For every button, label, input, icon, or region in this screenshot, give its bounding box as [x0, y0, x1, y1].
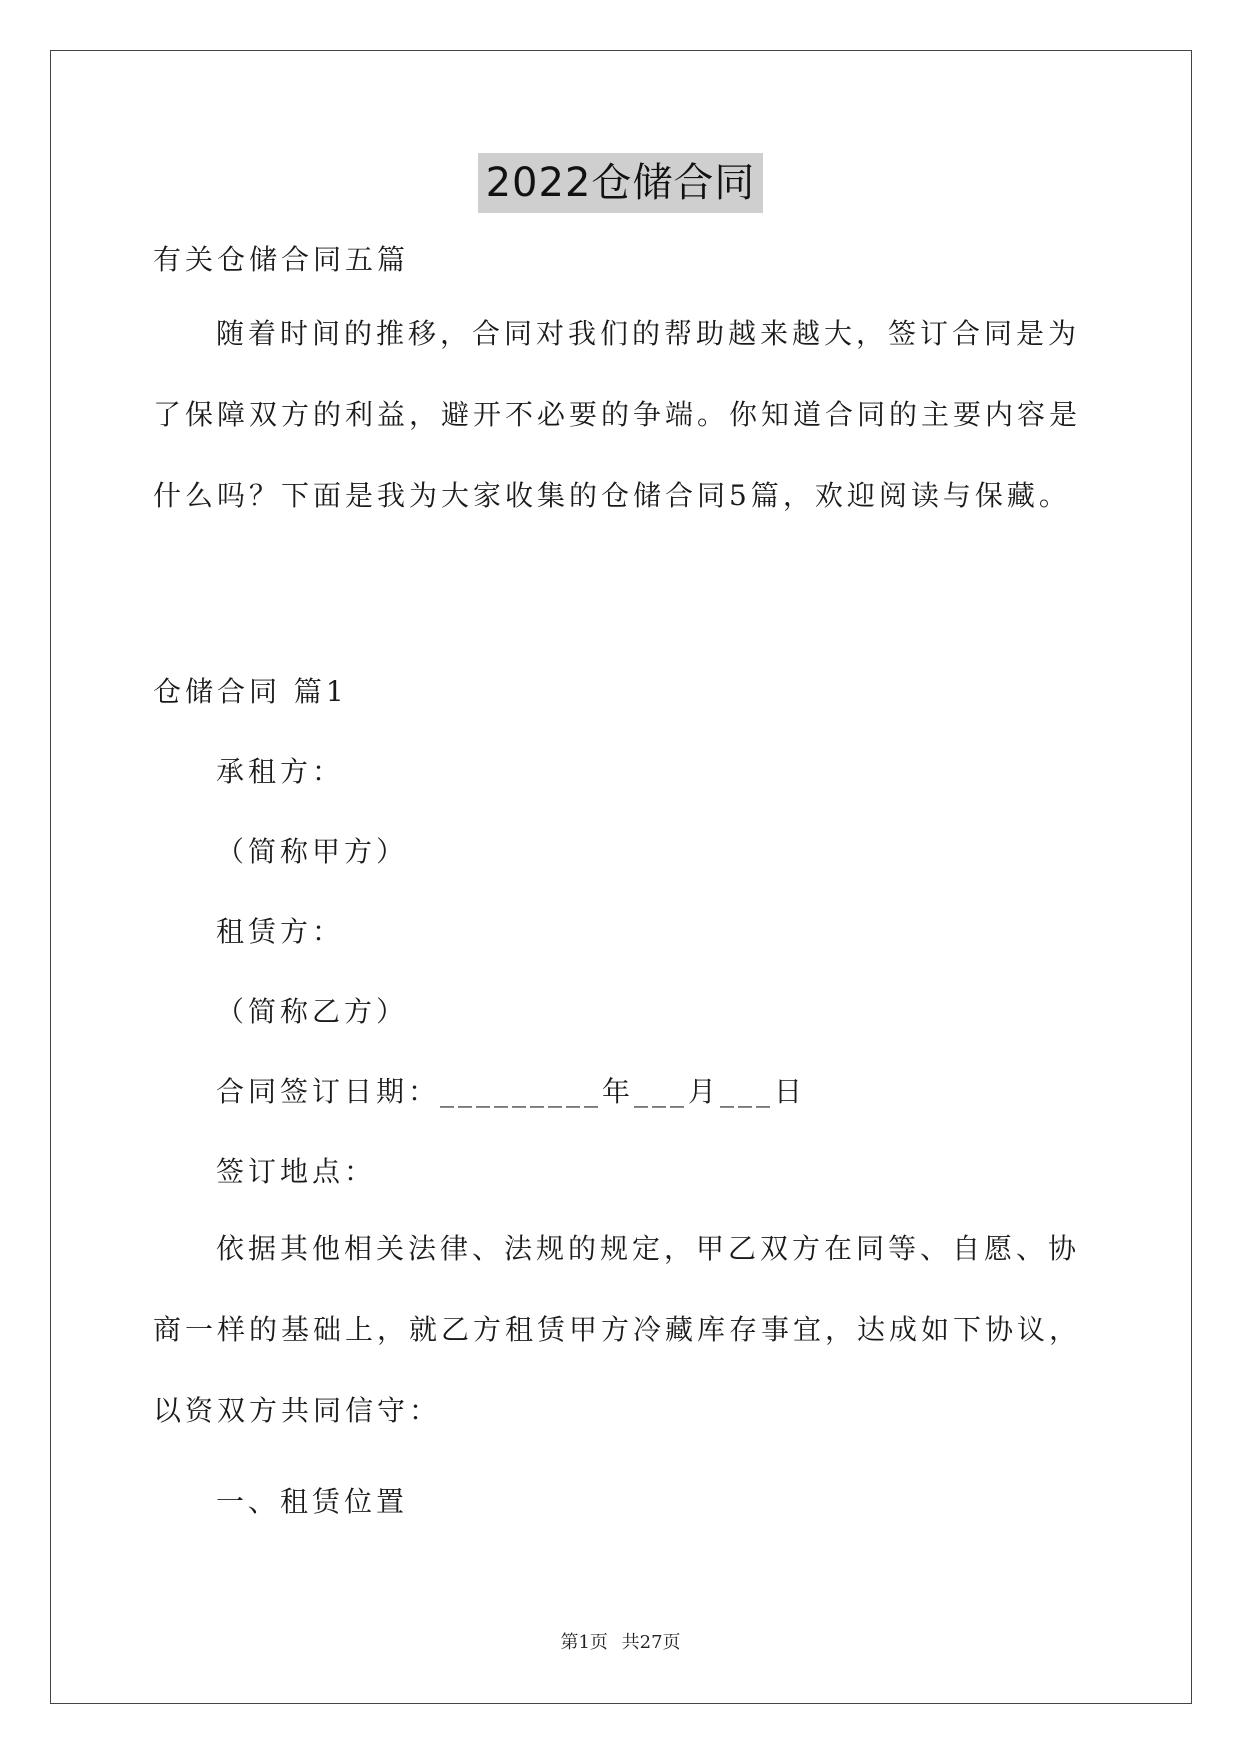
- intro-paragraph: 随着时间的推移，合同对我们的帮助越来越大，签订合同是为了保障双方的利益，避开不必要的争端。你知道合同的主要内容是什么吗？下面是我为大家收集的仓储合同5篇，欢迎阅读与保藏。: [153, 317, 1082, 512]
- document-title: 2022仓储合同: [478, 153, 764, 213]
- document-subtitle: 有关仓储合同五篇: [153, 243, 410, 276]
- sign-place-label: 签订地点：: [216, 1155, 377, 1188]
- clause-heading: 一、租赁位置: [216, 1485, 409, 1518]
- lessee-abbreviation: （简称乙方）: [216, 995, 409, 1028]
- page-total: 共27页: [621, 1632, 681, 1653]
- lessor-abbreviation: （简称甲方）: [216, 835, 409, 868]
- lessee-label: 租赁方：: [216, 915, 345, 948]
- section-heading: 仓储合同 篇1: [153, 675, 348, 708]
- page-number: 第1页: [560, 1632, 608, 1653]
- lessor-label: 承租方：: [216, 755, 345, 788]
- page-footer: [0, 1628, 1241, 1654]
- body-paragraph: 依据其他相关法律、法规的规定，甲乙双方在同等、自愿、协商一样的基础上，就乙方租赁甲方冷藏库存事宜，达成如下协议，以资双方共同信守：: [153, 1232, 1082, 1427]
- sign-date-line: 合同签订日期：_________年___月___日: [216, 1075, 807, 1108]
